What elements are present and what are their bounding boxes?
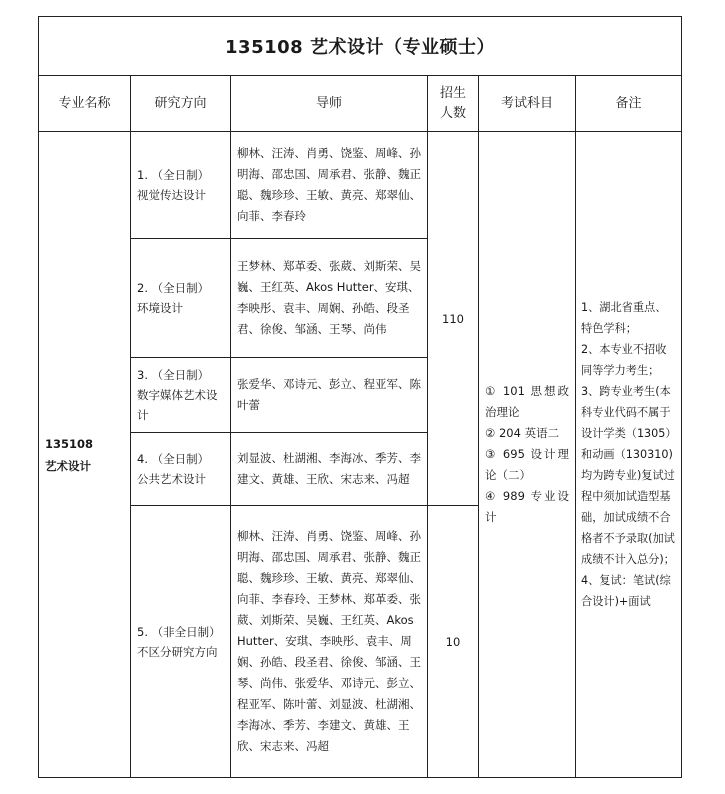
direction-number: 1. （全日制） (137, 168, 210, 182)
subject-item: ③ 695 设计理论（二） (485, 447, 569, 482)
tutor-cell: 柳林、汪涛、肖勇、饶鉴、周峰、孙明海、邵忠国、周承君、张静、魏正聪、魏珍珍、王敏、黄亮、郑翠仙、向菲、李春玲 (231, 132, 428, 239)
remark-item: 4、复试：笔试(综合设计)+面试 (581, 574, 671, 608)
remarks-cell (576, 132, 682, 778)
direction-number: 5. （非全日制） (137, 624, 221, 639)
major-name: 艺术设计 (45, 458, 91, 473)
direction-name: 公共艺术设计 (137, 472, 206, 486)
direction-cell (131, 433, 231, 506)
remark-item: 1、湖北省重点、特色学科； (581, 301, 667, 335)
tutor-cell: 王梦林、郑革委、张葳、刘斯荣、吴巍、王红英、Akos Hutter、安琪、李映彤、袁丰、周娴、孙皓、段圣君、徐俊、邹涵、王琴、尚伟 (231, 239, 428, 358)
subject-item: ① 101 思想政治理论 (485, 384, 569, 419)
table-title: 135108 艺术设计（专业硕士） (39, 17, 682, 76)
admissions-table-wrapper (38, 16, 682, 778)
header-remarks: 备注 (576, 76, 682, 132)
admissions-table (38, 16, 682, 778)
tutor-cell: 柳林、汪涛、肖勇、饶鉴、周峰、孙明海、邵忠国、周承君、张静、魏正聪、魏珍珍、王敏、黄亮、郑翠仙、向菲、李春玲、王梦林、郑革委、张葳、刘斯荣、吴巍、王红英、Akos Hutter、安琪、李映彤、袁丰、周娴、孙皓、段圣君、徐俊、邹涵、王琴、尚伟、张爱华、邓诗元、彭立、程亚军、陈叶蕾、刘显波、杜湖湘、李海冰、季芳、李建文、黄雄、王欣、宋志来、冯超 (231, 506, 428, 778)
header-enroll (428, 76, 479, 132)
enroll-parttime: 10 (428, 506, 479, 778)
header-tutor: 导师 (231, 76, 428, 132)
remark-item: 2、本专业不招收同等学力考生； (581, 343, 667, 377)
remark-item: 3、跨专业考生(本科专业代码不属于设计学类（1305）和动画（130310)均为跨专业)复试过程中须加试造型基础，加试成绩不合格者不予录取(加试成绩不计入总分)； (581, 385, 675, 566)
subject-item: ④ 989 专业设计 (485, 489, 569, 524)
direction-name: 不区分研究方向 (137, 644, 218, 659)
tutor-cell: 刘显波、杜湖湘、李海冰、季芳、李建文、黄雄、王欣、宋志来、冯超 (231, 433, 428, 506)
direction-number: 2. （全日制） (137, 281, 210, 295)
direction-number: 3. （全日制） (137, 368, 210, 382)
header-enroll-line1: 招生 (439, 85, 466, 101)
header-direction: 研究方向 (131, 76, 231, 132)
tutor-cell: 张爱华、邓诗元、彭立、程亚军、陈叶蕾 (231, 358, 428, 433)
direction-name: 视觉传达设计 (137, 188, 206, 202)
direction-number: 4. （全日制） (137, 452, 210, 466)
direction-cell (131, 132, 231, 239)
direction-cell (131, 358, 231, 433)
major-code: 135108 (45, 436, 94, 451)
major-cell (39, 132, 131, 778)
direction-name: 数字媒体艺术设计 (137, 388, 218, 422)
direction-cell (131, 506, 231, 778)
header-enroll-line2: 人数 (439, 105, 466, 121)
header-major: 专业名称 (39, 76, 131, 132)
enroll-fulltime: 110 (428, 132, 479, 506)
subjects-cell (479, 132, 576, 778)
direction-cell (131, 239, 231, 358)
header-subjects: 考试科目 (479, 76, 576, 132)
direction-name: 环境设计 (137, 301, 183, 315)
subject-item: ② 204 英语二 (485, 426, 560, 440)
